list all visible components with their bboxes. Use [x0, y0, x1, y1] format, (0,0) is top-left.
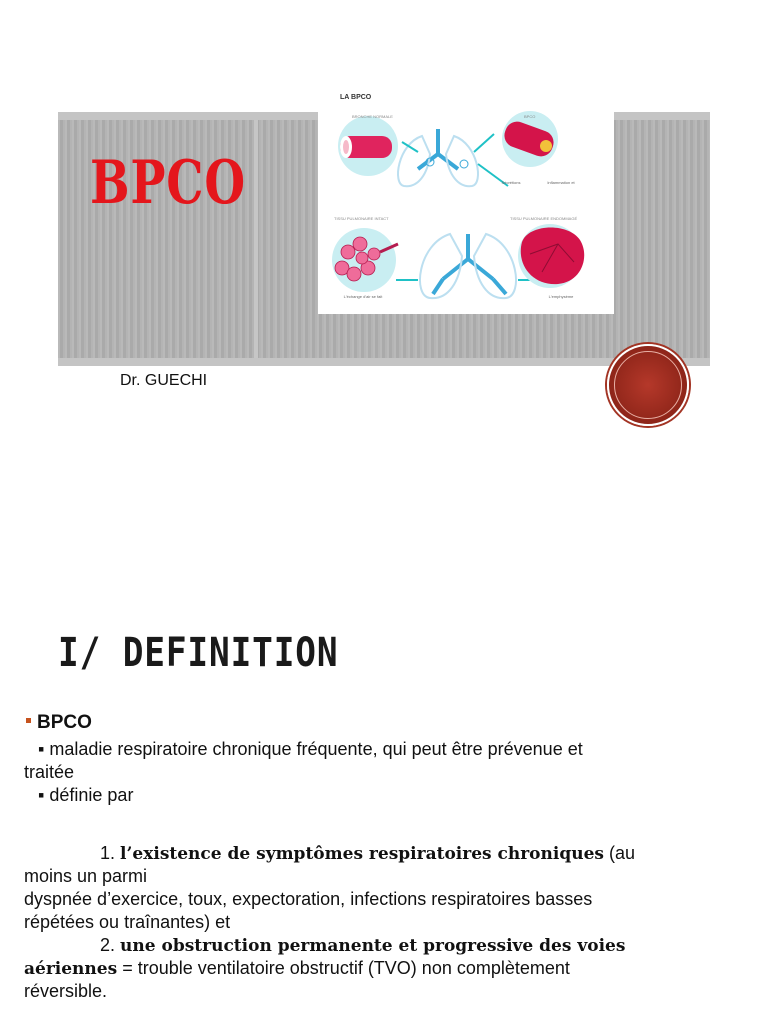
item-2-line2	[24, 957, 744, 981]
item-2-number: 2.	[100, 935, 116, 955]
item-1-bold: l’existence de symptômes respiratoires chroniques	[120, 844, 604, 864]
note-air-exchange: L'échange d'air se fait	[343, 294, 383, 299]
note-inflammation: Inflammation et	[547, 180, 575, 185]
decorative-circle	[607, 344, 689, 426]
label-normal-bronchus: BRONCHE NORMALE	[352, 114, 393, 119]
note-secretions: Sécrétions	[501, 180, 521, 185]
slide-title: BPCO	[90, 148, 246, 218]
item-1-line4: répétées ou traînantes) et	[24, 912, 231, 932]
item-2-bold-2: aériennes	[24, 959, 118, 979]
item-2-bold: une obstruction permanente et progressive des voies	[120, 936, 626, 956]
sub-bullet-defined-by: ▪ définie par	[38, 785, 134, 805]
item-1-line2: moins un parmi	[24, 866, 148, 886]
bullet-square-icon	[26, 718, 31, 723]
author-name: Dr. GUECHI	[120, 372, 208, 389]
figure-title: LA BPCO	[340, 94, 372, 101]
sub-bullet-definition	[38, 738, 758, 761]
item-2-rest: = trouble ventilatoire obstructif (TVO) non complètement	[122, 958, 570, 978]
note-emphysema: L'emphysème	[548, 294, 574, 299]
definition-slide	[0, 512, 768, 1024]
item-1-number: 1.	[100, 843, 116, 863]
item-1-line1	[100, 842, 760, 866]
copd-illustration	[318, 84, 614, 314]
item-2-line3: réversible.	[24, 981, 108, 1001]
bullet-bpco-label: BPCO	[37, 712, 92, 733]
item-1-rest: (au	[608, 843, 635, 863]
label-damaged-tissue: TISSU PULMONAIRE ENDOMMAGÉ	[510, 216, 578, 221]
label-copd: BPCO	[524, 114, 536, 119]
sub-bullet-line1: ▪ maladie respiratoire chronique fréquente, qui peut être prévenue et	[38, 739, 583, 759]
sub-bullet-definition-cont: traitée	[24, 762, 75, 782]
item-2-line1	[100, 934, 760, 958]
section-title: I/ DEFINITION	[58, 630, 339, 676]
item-1-line3: dyspnée d’exercice, toux, expectoration, infections respiratoires basses	[24, 889, 593, 909]
label-intact-tissue: TISSU PULMONAIRE INTACT	[334, 216, 389, 221]
bullet-bpco	[26, 712, 92, 734]
